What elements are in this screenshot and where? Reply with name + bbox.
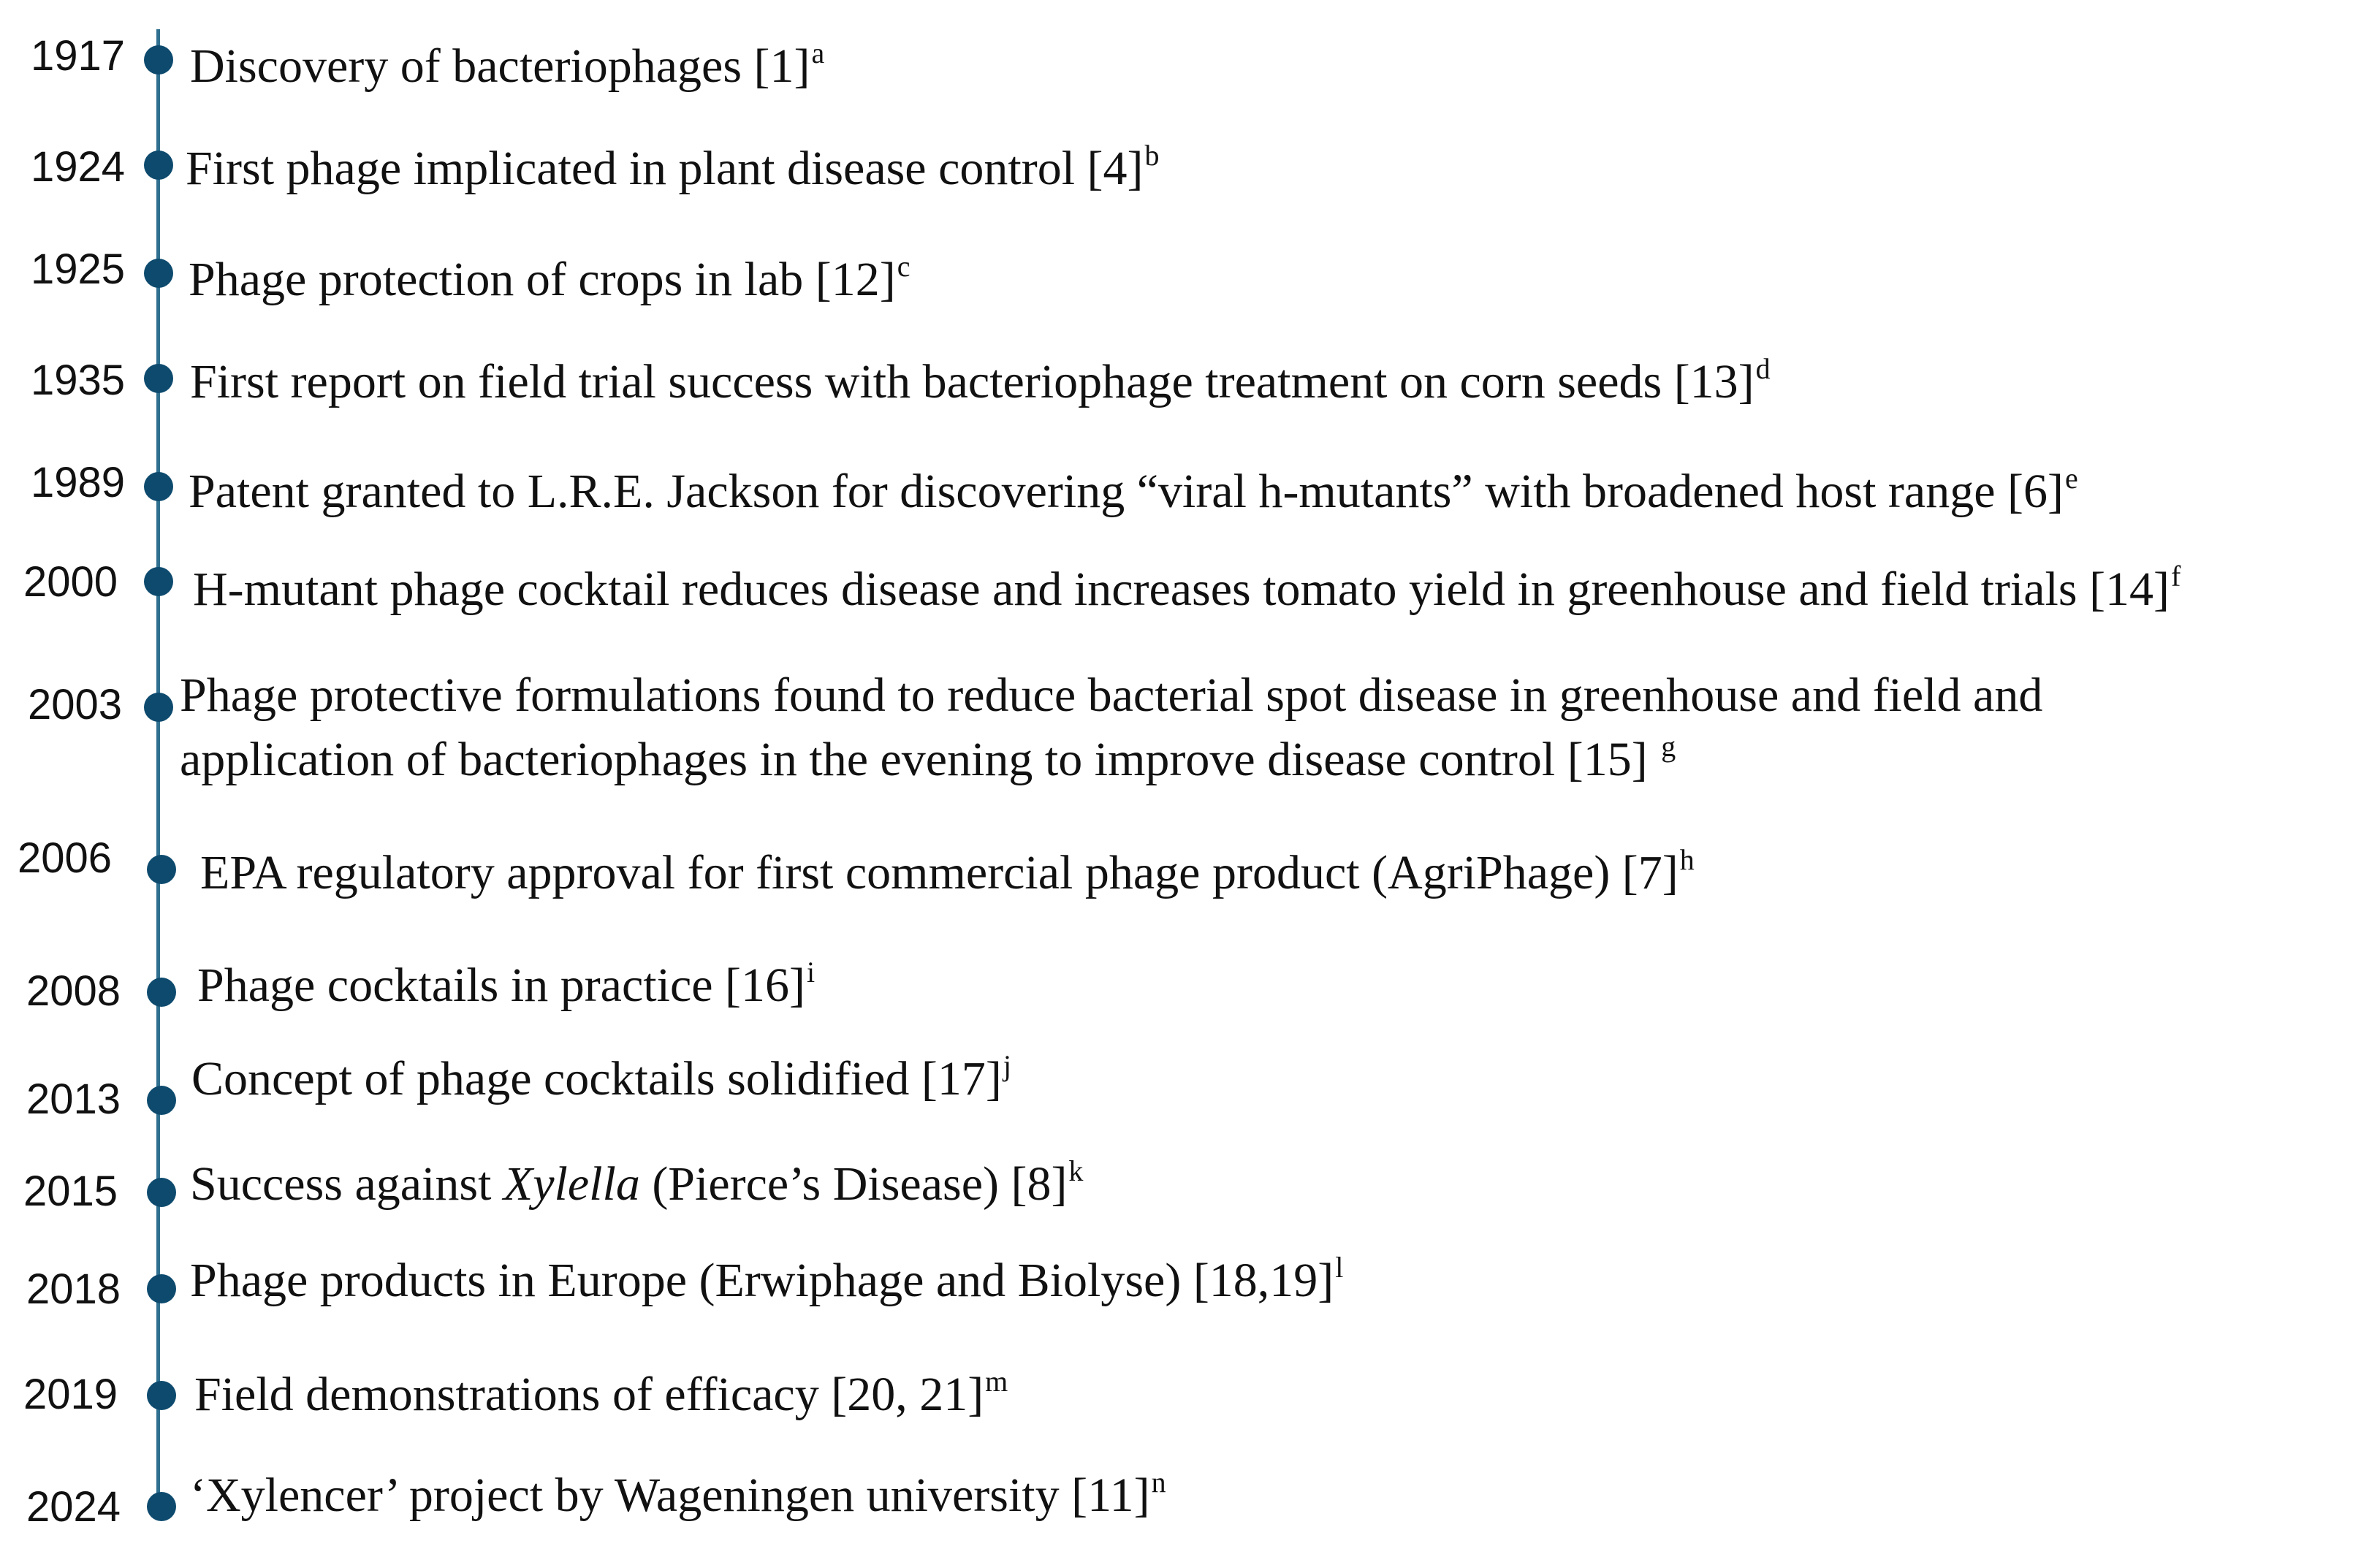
event-description [193, 560, 2181, 616]
event-description [190, 352, 1771, 408]
event-text: First report on field trial success with bacteriophage treatment on corn seeds [13] [190, 355, 1754, 408]
timeline-marker-icon [147, 978, 176, 1007]
event-footnote: i [807, 956, 815, 989]
timeline-marker-icon [147, 1274, 176, 1303]
event-year: 2013 [26, 1075, 121, 1123]
event-year: 2024 [26, 1483, 121, 1531]
event-year: 2000 [23, 558, 118, 606]
event-description [190, 37, 825, 93]
event-text: H-mutant phage cocktail reduces disease and increases tomato yield in greenhouse and field trials [14] [193, 563, 2170, 616]
event-description [200, 843, 1695, 899]
event-description [194, 1365, 1008, 1421]
event-year: 1935 [31, 357, 126, 404]
event-text: Concept of phage cocktails solidified [17] [191, 1052, 1002, 1105]
timeline-marker-icon [144, 567, 173, 596]
event-text: Phage cocktails in practice [16] [197, 959, 805, 1012]
event-footnote: m [985, 1365, 1008, 1398]
event-year: 2018 [26, 1265, 121, 1313]
timeline-marker-icon [147, 1178, 176, 1207]
event-year: 2019 [23, 1371, 118, 1418]
event-text: Phage protective formulations found to reduce bacterial spot disease in greenhouse and field and [180, 669, 2043, 722]
event-footnote: e [2064, 462, 2078, 495]
event-year: 2008 [26, 967, 121, 1015]
event-year: 1924 [31, 143, 126, 191]
timeline-marker-icon [144, 364, 173, 393]
event-footnote: n [1151, 1466, 1166, 1499]
event-year: 1925 [31, 245, 126, 293]
event-text-after: (Pierce’s Disease) [8] [639, 1157, 1068, 1211]
event-footnote: a [811, 37, 825, 69]
event-year: 2006 [18, 834, 113, 882]
timeline-marker-icon [144, 45, 173, 75]
event-footnote: f [2171, 560, 2181, 593]
timeline-marker-icon [144, 259, 173, 288]
event-description [189, 250, 910, 306]
event-footnote: j [1003, 1049, 1011, 1082]
event-description [191, 1049, 1011, 1105]
timeline-marker-icon [147, 1086, 176, 1115]
timeline-marker-icon [147, 1381, 176, 1410]
event-text-italic: Xylella [503, 1157, 640, 1211]
event-description [180, 663, 2042, 798]
event-footnote: b [1144, 139, 1160, 172]
timeline-marker-icon [144, 693, 173, 722]
event-text: Success against [190, 1157, 503, 1211]
event-text: EPA regulatory approval for first commercial phage product (AgriPhage) [7] [200, 846, 1678, 899]
event-year: 1989 [31, 459, 126, 506]
timeline-marker-icon [147, 855, 176, 884]
event-text: Phage protection of crops in lab [12] [189, 253, 896, 306]
event-description [190, 1154, 1084, 1211]
event-footnote: c [897, 250, 910, 283]
event-description [189, 462, 2078, 518]
timeline-marker-icon [144, 151, 173, 180]
event-year: 1917 [31, 32, 126, 80]
event-footnote: d [1755, 352, 1771, 385]
event-text-line-2: application of bacteriophages in the evening to improve disease control [15] [180, 733, 1660, 786]
event-footnote: k [1068, 1154, 1084, 1187]
event-text: Discovery of bacteriophages [1] [190, 39, 810, 93]
event-description [190, 1251, 1344, 1307]
event-text: ‘Xylencer’ project by Wageningen university [11] [190, 1469, 1150, 1522]
event-text: Field demonstrations of efficacy [20, 21] [194, 1368, 984, 1421]
event-text: First phage implicated in plant disease control [4] [186, 142, 1144, 195]
event-year: 2003 [28, 681, 123, 728]
event-footnote: l [1335, 1251, 1344, 1284]
event-footnote: g [1661, 730, 1676, 763]
event-year: 2015 [23, 1168, 118, 1215]
event-description [190, 1466, 1166, 1522]
timeline-marker-icon [147, 1492, 176, 1521]
event-description [197, 956, 815, 1012]
event-text: Patent granted to L.R.E. Jackson for discovering “viral h-mutants” with broadened host range [6] [189, 465, 2064, 518]
event-footnote: h [1679, 843, 1695, 876]
event-text: Phage products in Europe (Erwiphage and Biolyse) [18,19] [190, 1254, 1334, 1307]
event-description [186, 139, 1160, 195]
timeline-marker-icon [144, 472, 173, 501]
